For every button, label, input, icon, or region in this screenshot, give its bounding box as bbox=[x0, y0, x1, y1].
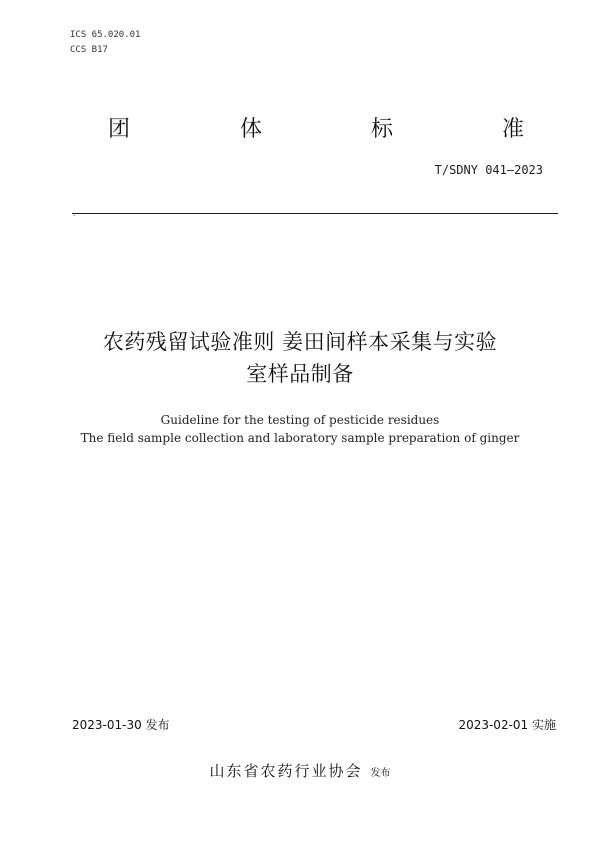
title-chinese-line: 室样品制备 bbox=[246, 362, 354, 386]
ics-code: ICS 65.020.01 bbox=[70, 30, 141, 40]
release-date: 2023-01-30 发布 bbox=[72, 718, 170, 732]
publisher bbox=[0, 760, 600, 781]
standard-type-char: 体 bbox=[240, 117, 263, 142]
ccs-code: CCS B17 bbox=[70, 45, 108, 55]
standard-number: T/SDNY 041—2023 bbox=[434, 163, 543, 177]
publisher-suffix: 发布 bbox=[370, 768, 391, 779]
title-english-line: Guideline for the testing of pesticide residues bbox=[160, 413, 440, 427]
publisher-name: 山东省农药行业协会 bbox=[209, 762, 363, 780]
standard-type-char: 标 bbox=[371, 117, 394, 142]
standard-type-char: 团 bbox=[108, 117, 131, 142]
rule-mark: . bbox=[73, 209, 76, 218]
title-chinese-line: 农药残留试验准则 姜田间样本采集与实验 bbox=[102, 330, 498, 354]
standard-type-char: 准 bbox=[502, 117, 525, 142]
title-english-line: The field sample collection and laboratory sample preparation of ginger bbox=[80, 431, 520, 445]
title-chinese bbox=[40, 326, 560, 390]
classification-codes bbox=[70, 28, 140, 58]
implementation-date: 2023-02-01 实施 bbox=[458, 718, 556, 732]
title-english bbox=[30, 411, 570, 447]
header-divider bbox=[72, 213, 558, 214]
